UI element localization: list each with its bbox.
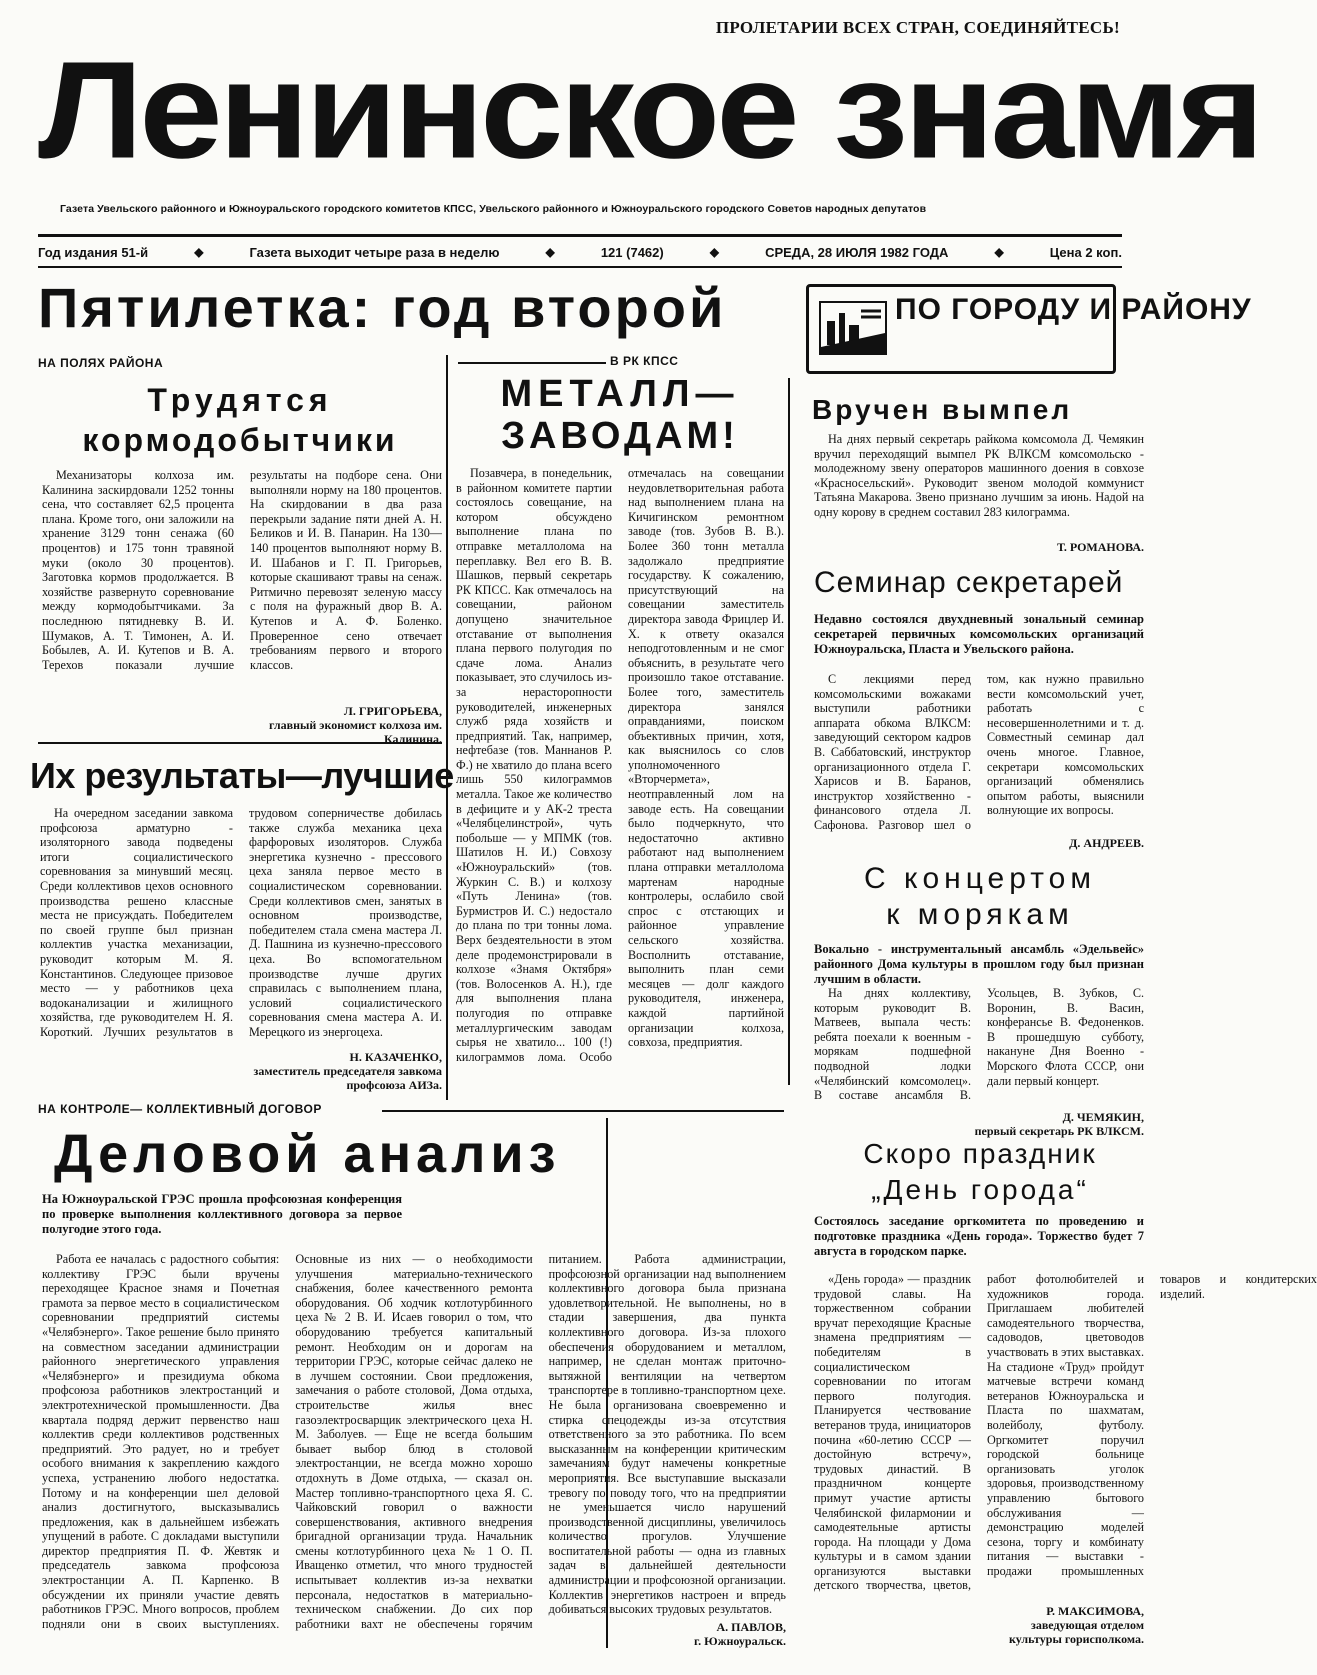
kicker-rule xyxy=(458,362,606,364)
article-text: С лекциями перед комсомольскими вожаками выступили работники аппарата обкома ВЛКСМ: заведующий сектором кадров В. Саббатовский, инструктор организационного отдела Г. Харисов и В. Баранов, инструктор хозяйственно - финансового отдела Л. Сафонова. Разговор шел о том, как нужно правильно вести комсомольский учет, работать с несовершеннолетними и т. д. Совместный семинар дал очень многое. Главное, секретари комсомольских организаций обменялись опытом работы, выяснили волнующие их вопросы. xyxy=(814,672,1144,832)
article-body xyxy=(814,986,1144,1108)
article-text: Механизаторы колхоза им. Калинина заскирдовали 1252 тонны сена, что составляет 62,5 процента плана. Кроме того, они заложили на хранение 3129 тонн сенажа (60 процентов) и 175 тонн травяной муки (около 30 процентов). Заготовка кормов продолжается. В хозяйстве развернуто соревнование между кормодобытчиками. За последнюю пятидневку В. И. Шумаков, А. Т. Тимонен, А. И. Бобылев, А. И. Кутепов и В. А. Терехов показали лучшие результаты на подборе сена. Они выполняли норму на 180 процентов. На скирдовании в два раза перекрыли задание пяти дней А. Н. Беликов и И. В. Панарин. На 130—140 процентов выполняют норму В. И. Шабанов и Г. П. Григорьев, которые скашивают травы на сенаж. Ритмично перевозят зеленую массу с поля на фуражный двор В. А. Кутепов и А. Ф. Боленко. Проверенное сено отвечает требованиям первого и второго классов. xyxy=(42,468,442,672)
masthead-subtitle: Газета Увельского районного и Южноуральского городского комитетов КПСС, Увельского районного и Южноуральского городского Советов народных депутатов xyxy=(60,203,927,215)
article-title: Трудятся xyxy=(147,382,333,418)
infobar-rule xyxy=(38,266,1122,268)
article-text: На очередном заседании завкома профсоюза арматурно - изоляторного завода подведены итоги социалистического соревнования за минувший месяц. Среди коллективов цехов основного производства решено классные места не присуждать. Победителем по своей группе был признан коллектив участка механизации, руководит которым М. Я. Константинов. Следующее призовое место — у работников цеха водоканализации и жилищного хозяйства, где руководителем Н. Я. Короткий. Лучших результатов в трудовом соперничестве добилась также служба механика цеха фарфоровых изоляторов. Служба энергетика кузнечно - прессового цеха заняла первое место в социалистическом соревновании. Среди коллективов смен, занятых в основном производстве, победителем стала смена мастера Л. Д. Пашнина из кузнечно-прессового цеха. Во вспомогательном производстве лучше других справилась с выполнением плана, условий социалистического соревнования смена мастера А. И. Мерецкого из энергоцеха. xyxy=(40,806,442,1039)
masthead-rule xyxy=(38,234,1122,237)
column-rule xyxy=(788,378,790,1085)
article-text: «День города» — праздник трудовой славы. На торжественном собрании вручат переходящие Красные знамена предприятиям — победителям в социалистическом соревновании по итогам первого полугодия. Планируется чествование ветеранов труда, инициаторов почина «60-летию СССР — достойную встречу», трудовых династий. В праздничном концерте примут участие артисты Челябинской филармонии и самодеятельные артисты города. На площади у Дома культуры и в самом здании организуются выставки детского творчества, цветов, работ фотолюбителей и художников города. Приглашаем любителей самодеятельного творчества, садоводов, цветоводов участвовать в этих выставках. На стадионе «Труд» пройдут матчевые встречи команд ветеранов Южноуральска и Пласта по шахматам, волейболу, футболу. Оргкомитет поручил городской больнице организовать уголок здоровья, производственному управлению бытового обслуживания — демонстрацию моделей сезона, торгу и комбинату питания — выставки - продажи промышленных товаров и кондитерских изделий. xyxy=(814,1272,1317,1593)
issue-info-bar xyxy=(38,240,1122,264)
article-body xyxy=(40,806,442,1048)
article-text: На днях коллективу, которым руководит В. Матвеев, выпала честь: ребята поехали к военным - морякам подшефной подводной лодки «Челябинский комсомолец». В составе ансамбля В. Усольцев, В. Зубков, С. Воронин, В. Васин, конферансье В. Федоненков. В прошедшую субботу, накануне Дня Военно - Морского Флота СССР, они дали первый концерт. xyxy=(814,986,1144,1103)
article-kicker: НА ПОЛЯХ РАЙОНА xyxy=(38,356,164,370)
signature-name: Д. ЧЕМЯКИН, xyxy=(1062,1110,1144,1124)
article-title: к морякам xyxy=(886,898,1074,931)
signature-name: Р. МАКСИМОВА, xyxy=(1046,1604,1144,1618)
article-title: Скоро праздник xyxy=(863,1138,1097,1169)
year-of-publication: Год издания 51-й xyxy=(38,244,149,260)
article-signature xyxy=(250,704,442,746)
article-body xyxy=(814,672,1144,834)
article-signature xyxy=(980,1604,1144,1646)
article-title: С концертом xyxy=(864,862,1096,895)
article-title: Деловой анализ xyxy=(54,1124,561,1184)
newspaper-title: Ленинское знамя xyxy=(38,32,1261,187)
article-lead: На Южноуральской ГРЭС прошла профсоюзная конференция по проверке выполнения коллективного договора за первое полугодие этого года. xyxy=(42,1192,402,1236)
price: Цена 2 коп. xyxy=(1049,244,1122,260)
diamond-icon: ◆ xyxy=(994,245,1004,259)
signature-name: Н. КАЗАЧЕНКО, xyxy=(349,1050,442,1064)
signature-role: заместитель председателя завкома профсоюза АИЗа. xyxy=(253,1064,442,1092)
article-title: Вручен вымпел xyxy=(812,394,1073,425)
signature-role: г. Южноуральск. xyxy=(693,1634,786,1648)
section-banner: Пятилетка: год второй xyxy=(38,276,727,339)
signature-role: заведующая отделом культуры горисполкома. xyxy=(1008,1618,1144,1646)
article-text: Позавчера, в понедельник, в районном комитете партии состоялось совещание, на котором обсуждено выполнение плана по отправке металлолома на переплавку. Вел его В. В. Шашков, первый секретарь РК КПСС. Как отмечалось на совещании, районом допущено значительное отставание от выполнения плана первого полугодия по сдаче лома. Анализ показывает, это случилось из-за нерасторопности руководителей, инженерных служб ряда хозяйств и предприятий. Так, например, нефтебазе (тов. Маннанов Р. Ф.) не хватило до плана всего лишь 550 килограммов металла. Такое же количество в дефиците и у АК-2 треста «Челябцелинстрой», чуть побольше — у МПМК (тов. Шатилов Н. И.) Совхозу «Южноуральский» (тов. Журкин С. В.) и колхозу «Путь Ленина» (тов. Бурмистров И. С.) недостало до плана по три тонны лома. Верх бездеятельности в этом деле продемонстрировали в колхозе «Знамя Октября» (тов. Волосенков А. Н.), где для выполнения плана полугодия по отправке металлургическим заводам сырья не хватило... 100 (!) килограммов лома. Особо отмечалась на совещании неудовлетворительная работа над выполнением плана на Кичигинском ремонтном заводе (тов. Зубов В. В.). Более 360 тонн металла задолжало предприятие государству. К сожалению, присутствующий на совещании заместитель директора завода Фрицлер И. Х. к ответу оказался неподготовленным и не смог объяснить, в результате чего произошло такое отставание. Более того, заместитель директора занялся оправданиями, поиском объективных причин, хотя, как выяснилось со слов уполномоченного «Вторчермета», неотправленный лом на заводе есть. На совещании было подчеркнуто, что недостаточно активно работают над выполнением плана отправки металлолома мартенам народные контролеры, ослабило свой спрос с отстающих и районное управление сельского хозяйства. Восполнить отставание, выполнить план семи месяцев — долг каждого руководителя, инженера, каждой партийной организации колхоза, совхоза, предприятия. xyxy=(456,466,784,1064)
article-text: Работа ее началась с радостного события: коллективу ГРЭС были вручены переходящее Красное знамя и Почетная грамота за первое место в социалистическом соревновании предприятий системы «Челябэнерго». Такое решение было принято на совместном заседании администрации районного энергетического управления «Челябэнерго» и президиума обкома профсоюза работников электростанций и электротехнической промышленности. Два квартала подряд держит первенство наш коллектив среди коллективов родственных предприятий. Это радует, но и требует особого внимания к закреплению каждого успеха, устранению любого недостатка. Потому и на конференции шел деловой анализ достигнутого, высказывались предложения, как в дальнейшем избежать упущений в работе. С докладами выступили директор предприятия П. Ф. Жевтяк и председатель завкома профсоюза электростанции А. П. Карпенко. В обсуждении их приняли участие девять работников ГРЭС. Много вопросов, проблем подняли они в своих выступлениях. Основные из них — о необходимости улучшения материально-технического снабжения, более качественного ремонта оборудования. Об ходчик котлотурбинного цеха № 2 В. И. Исаев говорил о том, что оборудованию требуется капитальный ремонт. Необходим он и дорогам на территории ГРЭС, которые сейчас далеко не в лучшем состоянии. Свои предложения, замечания о работе столовой, Дома отдыха, строительстве жилья внес газоэлектросварщик электрического цеха Н. М. Заболуев. — Еще не всегда большим бывает выбор блюд в столовой электростанции, не всегда можно хорошо отдохнуть в Доме отдыха, — сказал он. Мастер топливно-транспортного цеха Я. С. Чайковский говорил о важности совершенствования, активного внедрения бригадной организации труда. Начальник смены котлотурбинного цеха № 1 О. П. Иващенко отметил, что много трудностей испытывает коллектив из-за нехватки персонала, недостатков в материально-техническом снабжении. До сих пор работники вахт не обеспечены горячим питанием. Работа администрации, профсоюзной организации над выполнением коллективного договора была признана удовлетворительной. Не выполнены, но в стадии завершения, два пункта коллективного договора. Из-за плохого обеспечения оборудованием и металлом, например, не сделан монтаж приточно-вытяжной вентиляции на четвертом транспортере в топливно-транспортном цехе. Не была организована своевременно и стирка спецодежды из-за отсутствия ответственного за это работника. По всем высказанным на конференции критическим замечаниям будут намечены конкретные мероприятия. Все выступавшие высказали тревогу по поводу того, что на предприятии не уменьшается число нарушений производственной дисциплины, увеличилось количество прогулов. Улучшение воспитательной работы — одна из главных задач в дальнейшей деятельности администрации и профсоюзной организации. Коллектив энергетиков настроен и впредь добиваться высоких трудовых результатов. xyxy=(42,1252,786,1631)
city-rubric-title: ПО ГОРОДУ И РАЙОНУ xyxy=(895,293,1252,326)
article-body xyxy=(42,468,442,712)
article-body xyxy=(42,1252,786,1647)
column-rule xyxy=(446,355,448,1100)
article-lead: Недавно состоялся двухдневный зональный семинар секретарей первичных комсомольских организаций Южноуральска, Пласта и Увельского района. xyxy=(814,612,1144,656)
article-title: Семинар секретарей xyxy=(814,566,1124,599)
article-kicker: НА КОНТРОЛЕ— КОЛЛЕКТИВНЫЙ ДОГОВОР xyxy=(38,1102,322,1116)
article-kicker: В РК КПСС xyxy=(610,354,679,368)
diamond-icon: ◆ xyxy=(709,245,720,259)
article-title: „День города“ xyxy=(871,1174,1089,1205)
city-landscape-icon xyxy=(819,301,887,355)
signature-name: Т. РОМАНОВА. xyxy=(1057,540,1144,554)
signature-name: Д. АНДРЕЕВ. xyxy=(1069,836,1144,850)
signature-role: главный экономист колхоза им. Калинина. xyxy=(269,718,442,746)
article-title: МЕТАЛЛ— xyxy=(500,373,740,415)
article-signature xyxy=(246,1050,442,1092)
article-body xyxy=(814,432,1144,534)
diamond-icon: ◆ xyxy=(545,245,555,259)
signature-name: А. ПАВЛОВ, xyxy=(716,1620,786,1634)
motto: ПРОЛЕТАРИИ ВСЕХ СТРАН, СОЕДИНЯЙТЕСЬ! xyxy=(715,18,1120,37)
issue-number: 121 (7462) xyxy=(600,244,664,260)
article-title: Их результаты—лучшие xyxy=(30,755,454,796)
article-signature xyxy=(620,1620,786,1648)
article-text: На днях первый секретарь райкома комсомола Д. Чемякин вручил переходящий вымпел РК ВЛКСМ комсомольско - молодежному звену операторов машинного доения в совхозе «Красносельский». Руководит звеном молодой коммунист Татьяна Макарова. Звено признано лучшим за июнь. Надой на одну корову в среднем составил 283 килограмма. xyxy=(814,432,1144,519)
article-body xyxy=(456,466,784,1091)
article-title: ЗАВОДАМ! xyxy=(501,415,739,457)
city-rubric-box xyxy=(806,284,1252,374)
kicker-rule xyxy=(382,1110,784,1112)
frequency: Газета выходит четыре раза в неделю xyxy=(249,244,500,260)
diamond-icon: ◆ xyxy=(194,245,204,259)
signature-name: Л. ГРИГОРЬЕВА, xyxy=(343,704,442,718)
article-lead: Состоялось заседание оргкомитета по проведению и подготовке праздника «День города». Торжество будет 7 августа в городском парке. xyxy=(814,1214,1144,1258)
article-lead: Вокально - инструментальный ансамбль «Эдельвейс» районного Дома культуры в прошлом году был признан лучшим в области. xyxy=(814,942,1144,986)
signature-role: первый секретарь РК ВЛКСМ. xyxy=(974,1124,1144,1138)
article-title: кормодобытчики xyxy=(82,422,398,458)
article-signature xyxy=(960,1110,1144,1138)
article-body xyxy=(814,1272,1317,1602)
issue-date: СРЕДА, 28 ИЮЛЯ 1982 ГОДА xyxy=(765,244,949,260)
